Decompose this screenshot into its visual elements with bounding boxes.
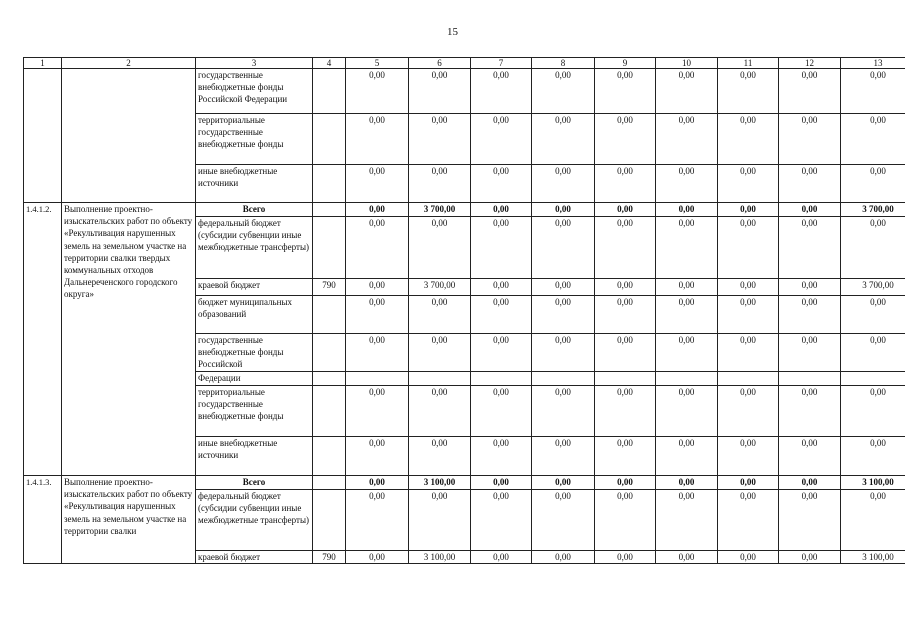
amount-cell: 0,00 (346, 165, 409, 203)
amount-cell: 0,00 (471, 334, 532, 372)
amount-cell: 0,00 (595, 490, 656, 551)
amount-cell: 0,00 (595, 476, 656, 490)
amount-cell: 0,00 (532, 490, 595, 551)
amount-cell: 0,00 (471, 279, 532, 296)
amount-cell: 0,00 (409, 386, 471, 437)
amount-cell: 0,00 (346, 386, 409, 437)
code-cell (313, 203, 346, 217)
amount-cell: 0,00 (718, 165, 779, 203)
amount-cell: 0,00 (471, 551, 532, 564)
amount-cell: 3 700,00 (841, 203, 905, 217)
funding-source-cell: Федерации (196, 372, 313, 386)
amount-cell: 0,00 (471, 476, 532, 490)
amount-cell: 0,00 (656, 386, 718, 437)
amount-cell: 0,00 (718, 476, 779, 490)
amount-cell: 0,00 (595, 437, 656, 476)
item-name-cell: Выполнение проектно-изыскательских работ по объекту «Рекультивация нарушенных земель на земельном участке на территории свалки (62, 476, 196, 564)
amount-cell: 0,00 (346, 476, 409, 490)
header-cell: 2 (62, 58, 196, 69)
amount-cell: 0,00 (471, 296, 532, 334)
amount-cell: 0,00 (718, 203, 779, 217)
header-cell: 13 (841, 58, 905, 69)
total-row (24, 476, 905, 490)
amount-cell (409, 372, 471, 386)
item-number-cell: 1.4.1.2. (24, 203, 62, 476)
amount-cell (841, 372, 905, 386)
code-cell: 790 (313, 551, 346, 564)
amount-cell: 0,00 (471, 114, 532, 165)
amount-cell: 3 700,00 (409, 279, 471, 296)
amount-cell: 0,00 (779, 217, 841, 279)
amount-cell: 0,00 (841, 217, 905, 279)
funding-source-cell: государственные внебюджетные фонды Российской (196, 334, 313, 372)
amount-cell: 0,00 (779, 279, 841, 296)
header-cell: 5 (346, 58, 409, 69)
amount-cell: 0,00 (656, 165, 718, 203)
amount-cell: 0,00 (656, 476, 718, 490)
amount-cell: 0,00 (718, 437, 779, 476)
funding-source-cell: Всего (196, 203, 313, 217)
code-cell (313, 437, 346, 476)
amount-cell: 0,00 (718, 279, 779, 296)
amount-cell: 0,00 (595, 386, 656, 437)
funding-source-cell: краевой бюджет (196, 279, 313, 296)
amount-cell: 0,00 (532, 114, 595, 165)
header-cell: 7 (471, 58, 532, 69)
item-name-cell: Выполнение проектно-изыскательских работ по объекту «Рекультивация нарушенных земель на земельном участке на территории свалки твердых коммунальных отходов Дальнереченского городского округа» (62, 203, 196, 476)
amount-cell: 0,00 (779, 296, 841, 334)
funding-source-cell: иные внебюджетные источники (196, 437, 313, 476)
amount-cell: 0,00 (718, 386, 779, 437)
amount-cell: 3 100,00 (409, 551, 471, 564)
item-number-cell: 1.4.1.3. (24, 476, 62, 564)
amount-cell: 0,00 (718, 551, 779, 564)
amount-cell: 0,00 (346, 279, 409, 296)
amount-cell: 0,00 (841, 437, 905, 476)
amount-cell: 0,00 (595, 203, 656, 217)
code-cell (313, 296, 346, 334)
amount-cell: 3 700,00 (841, 279, 905, 296)
total-row (24, 203, 905, 217)
amount-cell: 0,00 (346, 490, 409, 551)
amount-cell: 0,00 (718, 296, 779, 334)
funding-source-cell: бюджет муниципальных образований (196, 296, 313, 334)
amount-cell: 0,00 (471, 437, 532, 476)
amount-cell: 0,00 (595, 334, 656, 372)
amount-cell: 0,00 (779, 334, 841, 372)
amount-cell: 0,00 (718, 69, 779, 114)
amount-cell: 0,00 (656, 490, 718, 551)
amount-cell: 0,00 (409, 69, 471, 114)
amount-cell: 0,00 (595, 217, 656, 279)
page-number: 15 (447, 26, 458, 38)
funding-source-cell: иные внебюджетные источники (196, 165, 313, 203)
amount-cell: 0,00 (656, 217, 718, 279)
budget-table (23, 57, 905, 564)
amount-cell: 0,00 (595, 114, 656, 165)
amount-cell: 0,00 (656, 551, 718, 564)
amount-cell: 0,00 (532, 437, 595, 476)
amount-cell (718, 372, 779, 386)
header-cell: 11 (718, 58, 779, 69)
amount-cell: 0,00 (409, 437, 471, 476)
amount-cell (779, 372, 841, 386)
funding-source-cell: государственные внебюджетные фонды Российской Федерации (196, 69, 313, 114)
amount-cell: 0,00 (346, 437, 409, 476)
amount-cell: 0,00 (779, 386, 841, 437)
amount-cell: 0,00 (718, 114, 779, 165)
amount-cell: 0,00 (779, 490, 841, 551)
amount-cell: 3 100,00 (841, 551, 905, 564)
amount-cell: 0,00 (346, 296, 409, 334)
amount-cell: 0,00 (841, 114, 905, 165)
code-cell (313, 334, 346, 372)
code-cell (313, 490, 346, 551)
amount-cell: 0,00 (718, 490, 779, 551)
header-cell: 1 (24, 58, 62, 69)
amount-cell (346, 372, 409, 386)
amount-cell: 0,00 (532, 476, 595, 490)
amount-cell: 0,00 (718, 217, 779, 279)
funding-source-cell: федеральный бюджет (субсидии субвенции иные межбюджетные трансферты) (196, 217, 313, 279)
amount-cell: 0,00 (471, 69, 532, 114)
amount-cell (471, 372, 532, 386)
amount-cell: 0,00 (532, 551, 595, 564)
amount-cell: 0,00 (656, 279, 718, 296)
amount-cell: 0,00 (841, 296, 905, 334)
funding-source-cell: территориальные государственные внебюджетные фонды (196, 114, 313, 165)
amount-cell: 0,00 (346, 203, 409, 217)
amount-cell: 0,00 (532, 217, 595, 279)
amount-cell: 0,00 (532, 279, 595, 296)
amount-cell: 0,00 (471, 386, 532, 437)
header-cell: 9 (595, 58, 656, 69)
amount-cell: 0,00 (595, 551, 656, 564)
amount-cell: 0,00 (532, 386, 595, 437)
amount-cell: 0,00 (346, 334, 409, 372)
code-cell (313, 476, 346, 490)
amount-cell: 0,00 (595, 165, 656, 203)
amount-cell: 0,00 (409, 490, 471, 551)
amount-cell: 0,00 (471, 203, 532, 217)
header-cell: 6 (409, 58, 471, 69)
amount-cell (656, 372, 718, 386)
funding-source-cell: федеральный бюджет (субсидии субвенции иные межбюджетные трансферты) (196, 490, 313, 551)
amount-cell: 3 100,00 (409, 476, 471, 490)
header-cell: 12 (779, 58, 841, 69)
header-row (24, 58, 905, 69)
header-cell: 3 (196, 58, 313, 69)
code-cell (313, 69, 346, 114)
amount-cell: 0,00 (595, 69, 656, 114)
amount-cell: 3 100,00 (841, 476, 905, 490)
amount-cell: 0,00 (779, 437, 841, 476)
amount-cell: 0,00 (409, 165, 471, 203)
item-number-cell (24, 69, 62, 203)
amount-cell: 0,00 (346, 551, 409, 564)
amount-cell: 0,00 (409, 217, 471, 279)
header-cell: 10 (656, 58, 718, 69)
amount-cell: 0,00 (779, 203, 841, 217)
amount-cell: 0,00 (471, 165, 532, 203)
funding-source-cell: Всего (196, 476, 313, 490)
amount-cell: 0,00 (841, 69, 905, 114)
code-cell (313, 217, 346, 279)
code-cell (313, 165, 346, 203)
amount-cell: 0,00 (471, 217, 532, 279)
funding-source-cell: краевой бюджет (196, 551, 313, 564)
amount-cell: 0,00 (841, 165, 905, 203)
amount-cell: 0,00 (409, 334, 471, 372)
amount-cell: 0,00 (532, 69, 595, 114)
amount-cell: 0,00 (346, 217, 409, 279)
amount-cell: 0,00 (841, 386, 905, 437)
amount-cell: 0,00 (656, 334, 718, 372)
amount-cell: 0,00 (656, 437, 718, 476)
amount-cell: 0,00 (656, 296, 718, 334)
amount-cell: 0,00 (779, 551, 841, 564)
amount-cell: 0,00 (779, 476, 841, 490)
amount-cell: 0,00 (841, 490, 905, 551)
amount-cell: 0,00 (346, 69, 409, 114)
amount-cell: 0,00 (532, 296, 595, 334)
header-cell: 8 (532, 58, 595, 69)
amount-cell: 0,00 (409, 296, 471, 334)
amount-cell: 0,00 (779, 114, 841, 165)
amount-cell: 0,00 (779, 69, 841, 114)
amount-cell: 0,00 (595, 279, 656, 296)
funding-source-cell: территориальные государственные внебюджетные фонды (196, 386, 313, 437)
code-cell (313, 114, 346, 165)
amount-cell: 0,00 (532, 203, 595, 217)
table-row (24, 69, 905, 114)
code-cell: 790 (313, 279, 346, 296)
amount-cell: 0,00 (471, 490, 532, 551)
amount-cell (595, 372, 656, 386)
amount-cell: 0,00 (409, 114, 471, 165)
amount-cell: 3 700,00 (409, 203, 471, 217)
amount-cell: 0,00 (532, 334, 595, 372)
item-name-cell (62, 69, 196, 203)
amount-cell: 0,00 (718, 334, 779, 372)
header-cell: 4 (313, 58, 346, 69)
amount-cell: 0,00 (841, 334, 905, 372)
amount-cell: 0,00 (595, 296, 656, 334)
code-cell (313, 372, 346, 386)
amount-cell: 0,00 (656, 69, 718, 114)
amount-cell: 0,00 (656, 203, 718, 217)
amount-cell (532, 372, 595, 386)
amount-cell: 0,00 (656, 114, 718, 165)
amount-cell: 0,00 (779, 165, 841, 203)
code-cell (313, 386, 346, 437)
amount-cell: 0,00 (346, 114, 409, 165)
amount-cell: 0,00 (532, 165, 595, 203)
